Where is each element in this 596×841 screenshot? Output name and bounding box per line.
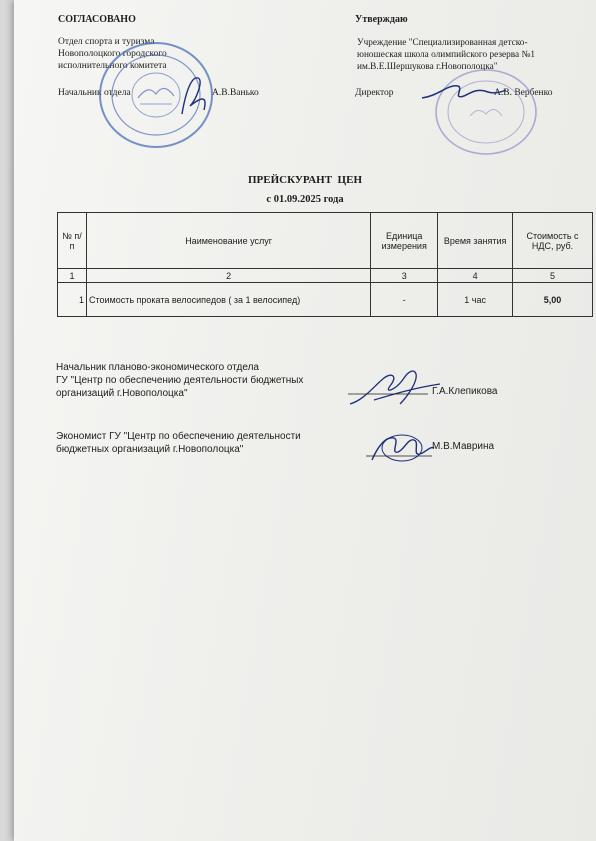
right-block-name: А.В. Вербенко xyxy=(494,88,553,98)
row-time: 1 час xyxy=(438,283,513,317)
signature1-line2: ГУ "Центр по обеспечению деятельности бюджетных xyxy=(56,375,304,386)
left-org-line3: исполнительного комитета xyxy=(58,61,167,71)
right-org-line1: Учреждение "Специализированная детско- xyxy=(357,38,528,48)
row-unit: - xyxy=(371,283,438,317)
header-cell-price: Стоимость с НДС, руб. xyxy=(513,213,593,269)
right-block-heading: Утверждаю xyxy=(355,14,408,25)
header-cell-unit: Единица измерения xyxy=(371,213,438,269)
right-org-line2: юношеская школа олимпийского резерва №1 xyxy=(357,50,536,60)
left-block-name: А.В.Ванько xyxy=(212,88,259,98)
index-cell: 3 xyxy=(371,269,438,283)
left-org-line1: Отдел спорта и туризма xyxy=(58,37,155,47)
signature2-line1: Экономист ГУ "Центр по обеспечению деятельности xyxy=(56,431,301,442)
right-block-position: Директор xyxy=(355,88,394,98)
table-row xyxy=(58,283,593,317)
index-cell: 4 xyxy=(438,269,513,283)
document-page xyxy=(14,0,596,841)
left-org-line2: Новополоцкого городского xyxy=(58,49,167,59)
signature1-line1: Начальник планово-экономического отдела xyxy=(56,362,259,373)
signature-mavrina xyxy=(362,428,442,468)
signature-block-planning xyxy=(56,361,303,400)
signature-right-mark xyxy=(418,78,508,106)
document-subtitle: с 01.09.2025 года xyxy=(266,194,344,205)
signature1-name: Г.А.Клепикова xyxy=(432,386,498,397)
index-cell: 5 xyxy=(513,269,593,283)
index-cell: 2 xyxy=(86,269,370,283)
price-table xyxy=(57,212,593,317)
signature-klepikova xyxy=(344,364,444,410)
header-cell-number: № п/п xyxy=(58,213,87,269)
table-index-row xyxy=(58,269,593,283)
signature-block-economist xyxy=(56,430,301,456)
document-title: ПРЕЙСКУРАНТ ЦЕН xyxy=(247,174,363,186)
right-org-line3: им.В.Е.Шершукова г.Новополоцка" xyxy=(357,62,498,72)
row-number: 1 xyxy=(58,283,87,317)
header-cell-time: Время занятия xyxy=(438,213,513,269)
signature-left-mark xyxy=(174,70,214,120)
table-header-row xyxy=(58,213,593,269)
left-block-position: Начальник отдела xyxy=(58,88,131,98)
row-price: 5,00 xyxy=(513,283,593,317)
index-cell: 1 xyxy=(58,269,87,283)
signature2-line2: бюджетных организаций г.Новополоцка" xyxy=(56,444,244,455)
header-cell-service: Наименование услуг xyxy=(86,213,370,269)
left-block-heading: СОГЛАСОВАНО xyxy=(58,14,136,25)
signature1-line3: организаций г.Новополоцка" xyxy=(56,388,188,399)
row-service: Стоимость проката велосипедов ( за 1 велосипед) xyxy=(86,283,370,317)
signature2-name: М.В.Маврина xyxy=(432,441,495,452)
